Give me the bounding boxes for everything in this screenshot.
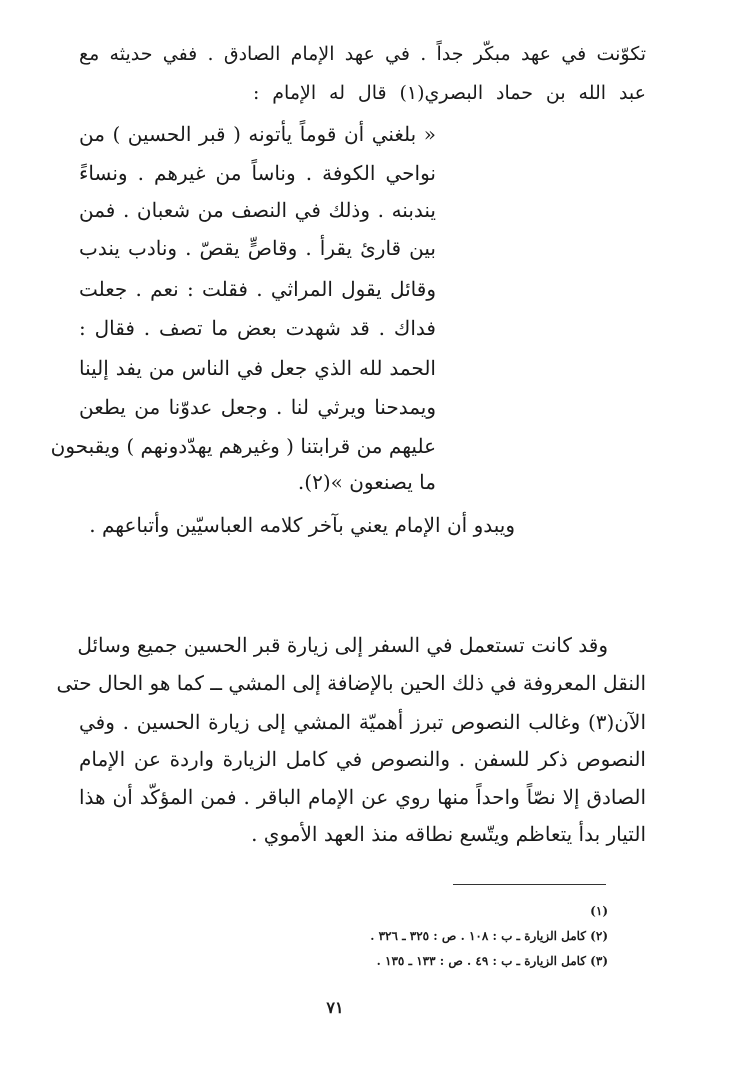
quote-line-2: نواحي الكوفة . وناساً من غيرهم . ونساءً bbox=[79, 161, 436, 185]
quote-line-7: الحمد لله الذي جعل في الناس من يفد إلينا bbox=[79, 356, 436, 380]
quote-line-1: « بلغني أن قوماً يأتونه ( قبر الحسين ) من bbox=[79, 122, 436, 146]
footnote-2: (٢) كامل الزيارة ـ ب : ١٠٨ . ص : ٣٢٥ ـ ٣٢٦ . bbox=[370, 929, 608, 943]
quote-line-8: ويمدحنا ويرثي لنا . وجعل عدوّنا من يطعن bbox=[79, 395, 436, 419]
quote-conclusion: ويبدو أن الإمام يعني بآخر كلامه العباسيّين وأتباعهم . bbox=[89, 513, 515, 537]
paragraph-line-5: الصادق إلا نصّاً واحداً منها روي عن الإمام الباقر . فمن المؤكّد أن هذا bbox=[79, 785, 646, 809]
intro-line-2: عبد الله بن حماد البصري(١) قال له الإمام : bbox=[253, 82, 646, 104]
quote-line-10: ما يصنعون »(٢). bbox=[297, 470, 436, 494]
paragraph-line-2: النقل المعروفة في ذلك الحين بالإضافة إلى المشي ــ كما هو الحال حتى bbox=[56, 671, 646, 695]
quote-line-4: بين قارئ يقرأ . وقاصٍّ يقصّ . ونادب يندب bbox=[79, 236, 436, 260]
page-number: ٧١ bbox=[326, 998, 344, 1017]
paragraph-line-1: وقد كانت تستعمل في السفر إلى زيارة قبر الحسين جميع وسائل bbox=[77, 633, 608, 657]
quote-line-3: يندبنه . وذلك في النصف من شعبان . فمن bbox=[79, 198, 436, 222]
footnote-3: (٣) كامل الزيارة ـ ب : ٤٩ . ص : ١٣٣ ـ ١٣٥ . bbox=[376, 954, 608, 968]
paragraph-line-3: الآن(٣) وغالب النصوص تبرز أهميّة المشي إلى زيارة الحسين . وفي bbox=[79, 710, 646, 734]
quote-line-9: عليهم من قرابتنا ( وغيرهم يهدّدونهم ) ويقبحون bbox=[50, 434, 436, 458]
paragraph-line-4: النصوص ذكر للسفن . والنصوص في كامل الزيارة واردة عن الإمام bbox=[79, 747, 646, 771]
quote-line-6: فداك . قد شهدت بعض ما تصف . فقال : bbox=[79, 316, 436, 340]
footnote-1: (١) bbox=[590, 904, 608, 918]
footnote-separator bbox=[453, 884, 606, 885]
quote-line-5: وقائل يقول المراثي . فقلت : نعم . جعلت bbox=[79, 277, 436, 301]
paragraph-line-6: التيار بدأ يتعاظم ويتّسع نطاقه منذ العهد الأموي . bbox=[251, 822, 646, 846]
intro-line-1: تكوّنت في عهد مبكّر جداً . في عهد الإمام الصادق . ففي حديثه مع bbox=[79, 43, 646, 65]
